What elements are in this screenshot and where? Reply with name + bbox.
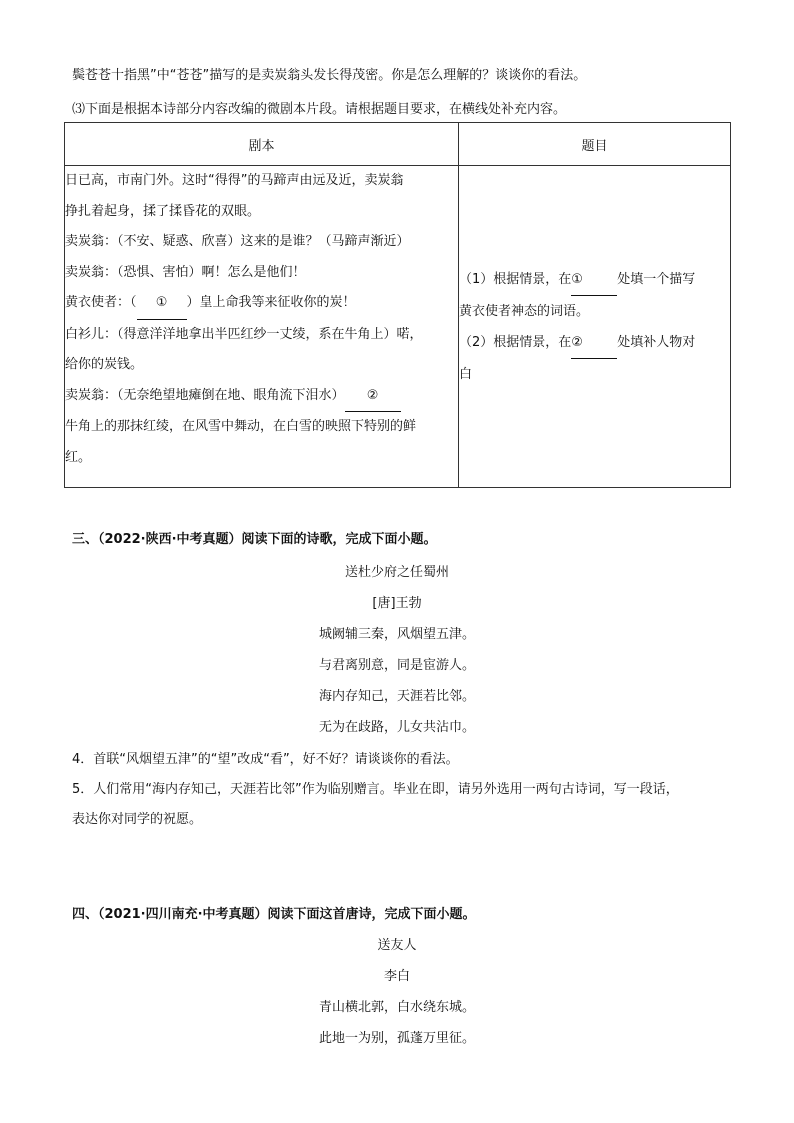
script-dialogue-old-man: 卖炭翁：（无奈绝望地瘫倒在地、眼角流下泪水） ②	[65, 381, 458, 413]
task-1: （1）根据情景，在① 处填一个描写	[459, 264, 730, 296]
task-1-cont: 黄衣使者神态的词语。	[459, 303, 590, 319]
poem-line: 海内存知己，天涯若比邻。	[318, 689, 475, 704]
section-4-heading: 四、（2021·四川南充·中考真题）阅读下面这首唐诗，完成下面小题。	[72, 907, 476, 922]
micro-script-table	[64, 122, 731, 488]
task-1-blank-mark: ①	[571, 264, 617, 296]
script-dialogue: 给你的炭钱。	[65, 357, 144, 372]
table-header-tasks: 题目	[459, 123, 731, 166]
question-5-cont: 表达你对同学的祝愿。	[72, 812, 203, 827]
tasks-cell	[459, 166, 731, 488]
poem-line: 无为在歧路，儿女共沾巾。	[318, 720, 475, 735]
script-scene-line: 牛角上的那抹红绫，在风雪中舞动，在白雪的映照下特别的鲜	[65, 419, 417, 434]
task-2: （2）根据情景，在② 处填补人物对	[459, 327, 730, 359]
blank-1: ①	[137, 288, 187, 320]
table-header-script: 剧本	[65, 123, 459, 166]
intro-question-continuation: 鬓苍苍十指黑”中“苍苍”描写的是卖炭翁头发长得茂密。你是怎么理解的？谈谈你的看法。	[72, 68, 587, 83]
poem-author: [唐]王勃	[372, 596, 422, 611]
question-4: 4．首联“风烟望五津”的“望”改成“看”，好不好？请谈谈你的看法。	[72, 752, 459, 767]
poem-line: 城阙辅三秦，风烟望五津。	[318, 627, 475, 642]
script-dialogue: 卖炭翁：（不安、疑惑、欣喜）这来的是谁？（马蹄声渐近）	[65, 234, 410, 249]
task-2-cont: 白	[459, 366, 473, 382]
script-dialogue: 卖炭翁：（恐惧、害怕）啊！怎么是他们！	[65, 264, 306, 280]
script-dialogue: 白衫儿：（得意洋洋地拿出半匹红纱一丈绫，系在牛角上）喏，	[65, 326, 423, 342]
script-dialogue-messenger: 黄衣使者：（ ① ）皇上命我等来征收你的炭！	[65, 288, 458, 320]
poem-title: 送友人	[377, 938, 417, 953]
script-scene-line: 挣扎着起身，揉了揉昏花的双眼。	[65, 203, 261, 219]
poem-line: 与君离别意，同是宦游人。	[318, 658, 475, 673]
task-2-blank-mark: ②	[571, 327, 617, 359]
script-scene-line: 日已高，市南门外。这时“得得”的马蹄声由远及近，卖炭翁	[65, 173, 404, 188]
script-scene-line: 红。	[65, 449, 92, 465]
script-cell	[65, 166, 459, 488]
section-3-heading: 三、（2022·陕西·中考真题）阅读下面的诗歌，完成下面小题。	[72, 532, 437, 547]
blank-2: ②	[345, 381, 401, 413]
poem-line: 青山横北郭，白水绕东城。	[318, 1000, 475, 1015]
intro-question-3: ⑶下面是根据本诗部分内容改编的微剧本片段。请根据题目要求，在横线处补充内容。	[72, 102, 567, 117]
poem-author: 李白	[383, 969, 410, 984]
poem-line: 此地一为别，孤蓬万里征。	[318, 1031, 475, 1046]
poem-title: 送杜少府之任蜀州	[344, 565, 449, 580]
question-5: 5．人们常用“海内存知己，天涯若比邻”作为临别赠言。毕业在即，请另外选用一两句古诗词，写一段话，	[72, 782, 679, 797]
